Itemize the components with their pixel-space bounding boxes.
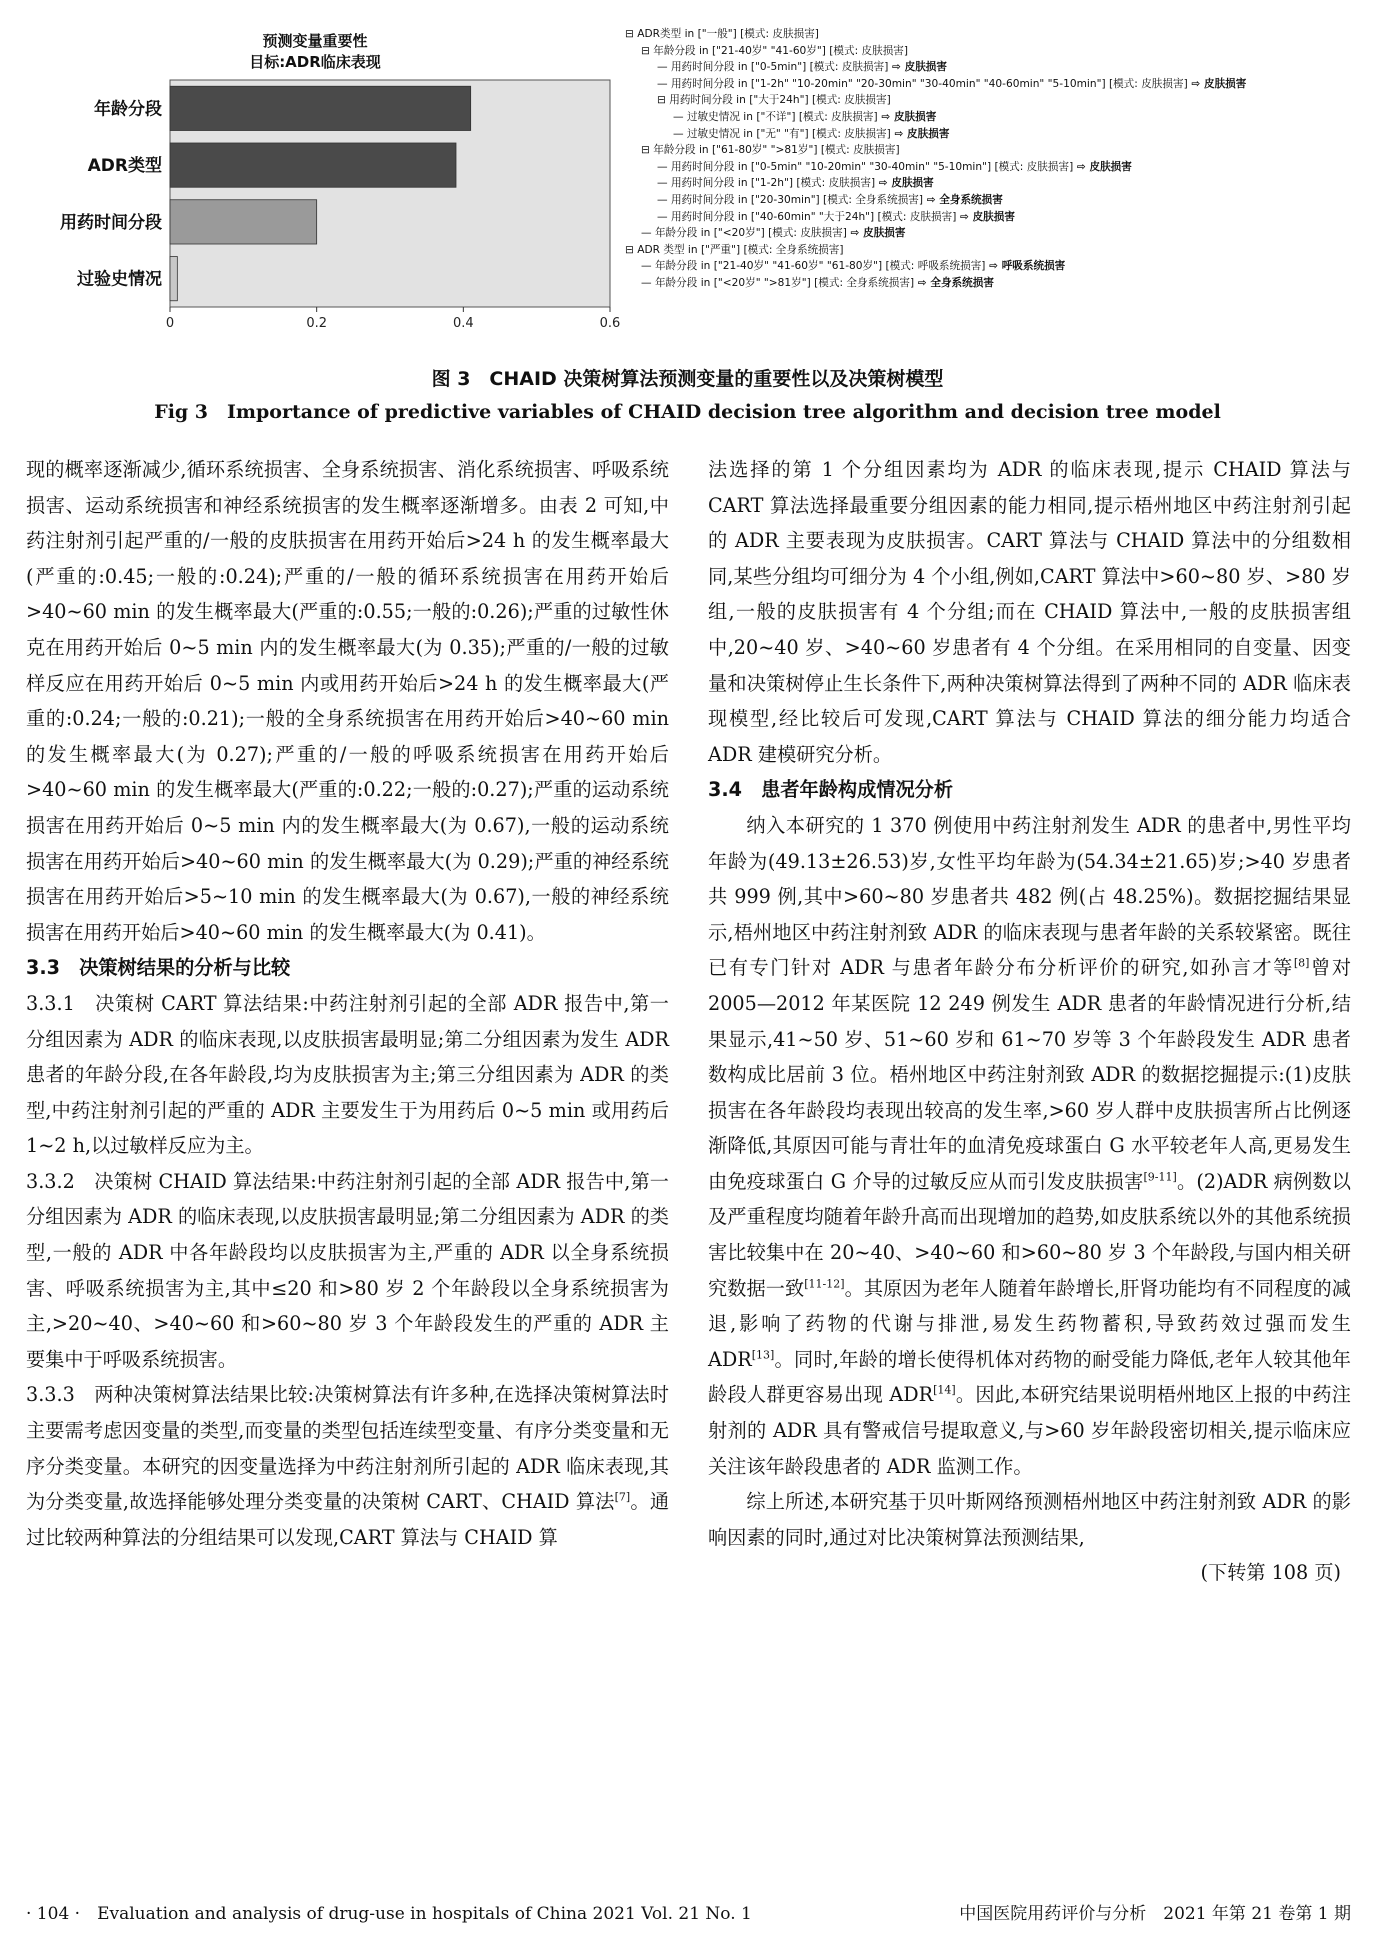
category-label: 年龄分段 <box>94 99 162 120</box>
tree-node <box>625 92 1365 109</box>
arrow-right-icon: ⇨ <box>1073 160 1090 173</box>
text-run: 。同时,年龄的增长使得机体对药物的耐受能力降低,老年人较其他年龄段人群更容易出现 ADR <box>708 1347 1351 1407</box>
tree-leaf-result: 皮肤损害 <box>893 110 937 123</box>
paragraph-summary: 综上所述,本研究基于贝叶斯网络预测梧州地区中药注射剂致 ADR 的影响因素的同时,通过对比决策树算法预测结果, <box>708 1490 1351 1549</box>
x-tick-label: 0 <box>165 316 175 331</box>
tree-leaf-result: 皮肤损害 <box>972 210 1015 223</box>
plot-area <box>60 80 620 331</box>
citation-ref[interactable]: [8] <box>1293 956 1310 970</box>
tree-node <box>625 76 1365 93</box>
tree-node <box>625 59 1365 76</box>
text-run: 纳入本研究的 1 370 例使用中药注射剂发生 ADR 的患者中,男性平均年龄为(49.13±26.53)岁,女性平均年龄为(54.34±21.65)岁;>40 岁患者共 999 例,其中>60~80 岁患者共 482 例(占 48.25%)。数据挖掘结果显示,梧州地区中药注射剂致 ADR 的临床表现与患者年龄的关系较紧密。既往已有专门针对 ADR 与患者年龄分布分析评价的研究,如孙言才等 <box>708 813 1351 980</box>
tree-leaf-connector-icon: — <box>657 193 671 206</box>
right-column <box>708 452 1351 1591</box>
tree-leaf-result: 呼吸系统损害 <box>1001 260 1066 273</box>
tree-node-condition: 用药时间分段 in ["0-5min" "10-20min" "30-40min" "5-10min"] [模式: 皮肤损害] <box>670 160 1074 173</box>
tree-leaf-connector-icon: — <box>657 177 671 190</box>
citation-ref[interactable]: [13] <box>751 1348 775 1362</box>
tree-node <box>625 109 1365 126</box>
variable-importance-chart <box>40 20 620 340</box>
tree-leaf-connector-icon: — <box>673 110 687 123</box>
citation-ref[interactable]: [7] <box>614 1490 631 1504</box>
tree-leaf-connector-icon: — <box>657 61 671 74</box>
arrow-right-icon: ⇨ <box>846 227 864 240</box>
tree-node-condition: ADR 类型 in ["严重"] [模式: 全身系统损害] <box>637 243 844 256</box>
bar <box>170 86 471 130</box>
tree-node <box>625 242 1365 259</box>
tree-node-condition: 年龄分段 in ["<20岁"] [模式: 皮肤损害] <box>654 227 847 240</box>
figure-caption-cn: 图 3 CHAID 决策树算法预测变量的重要性以及决策树模型 <box>431 368 944 390</box>
tree-node <box>625 275 1365 292</box>
arrow-right-icon: ⇨ <box>956 210 973 223</box>
tree-leaf-result: 全身系统损害 <box>930 276 994 289</box>
tree-leaf-connector-icon: — <box>657 160 671 173</box>
arrow-right-icon: ⇨ <box>875 177 892 190</box>
tree-node <box>625 225 1365 242</box>
continued-note: (下转第 108 页) <box>1200 1561 1341 1585</box>
tree-node-condition: 过敏史情况 in ["不详"] [模式: 皮肤损害] <box>686 110 878 123</box>
tree-node <box>625 209 1365 226</box>
chart-title-line1: 预测变量重要性 <box>262 32 368 50</box>
figure-3 <box>0 0 1375 423</box>
arrow-right-icon: ⇨ <box>923 193 940 206</box>
figure-caption-en: Fig 3 Importance of predictive variables of CHAID decision tree algorithm and decision tree model <box>154 401 1221 423</box>
tree-branch-icon: ⊟ <box>625 243 638 256</box>
tree-node <box>625 175 1365 192</box>
paragraph-3-3-3 <box>26 1377 669 1555</box>
text-run: 。其原因为老年人随着年龄增长,肝肾功能均有不同程度的减退,影响了药物的代谢与排泄,易发生药物蓄积,导致药效过强而发生 ADR <box>708 1276 1351 1371</box>
bar <box>170 200 317 244</box>
tree-leaf-connector-icon: — <box>641 227 655 240</box>
citation-ref[interactable]: [14] <box>933 1384 956 1398</box>
text-run: 3.3.3 两种决策树算法结果比较:决策树算法有许多种,在选择决策树算法时主要需考虑因变量的类型,而变量的类型包括连续型变量、有序分类变量和无序分类变量。本研究的因变量选择为中药注射剂所引起的 ADR 临床表现,其为分类变量,故选择能够处理分类变量的决策树 CART、CHAID 算法 <box>26 1383 669 1514</box>
decision-tree-model <box>625 26 1365 292</box>
tree-node <box>625 126 1365 143</box>
tree-node-condition: 用药时间分段 in ["1-2h"] [模式: 皮肤损害] <box>670 177 876 190</box>
tree-node <box>625 26 1365 43</box>
category-label: 用药时间分段 <box>60 212 162 233</box>
tree-node-condition: 用药时间分段 in ["1-2h" "10-20min" "20-30min" "30-40min" "40-60min" "5-10min"] [模式: 皮肤损害] <box>670 77 1188 90</box>
citation-ref[interactable]: [9-11] <box>1143 1170 1177 1184</box>
tree-leaf-result: 皮肤损害 <box>907 127 950 140</box>
tree-leaf-result: 皮肤损害 <box>891 177 934 190</box>
tree-node-condition: 过敏史情况 in ["无" "有"] [模式: 皮肤损害] <box>686 127 891 140</box>
tree-node-condition: 年龄分段 in ["61-80岁" ">81岁"] [模式: 皮肤损害] <box>653 144 900 157</box>
x-tick-label: 0.2 <box>306 316 328 331</box>
arrow-right-icon: ⇨ <box>890 127 908 140</box>
tree-node-condition: 用药时间分段 in ["40-60min" "大于24h"] [模式: 皮肤损害] <box>670 210 957 223</box>
left-column <box>26 452 669 1555</box>
tree-leaf-result: 皮肤损害 <box>1203 77 1247 90</box>
category-label: ADR类型 <box>87 156 162 177</box>
paragraph-age-analysis <box>708 808 1351 1484</box>
tree-node-condition: 用药时间分段 in ["0-5min"] [模式: 皮肤损害] <box>670 61 889 74</box>
category-label: 过验史情况 <box>77 269 162 290</box>
tree-node <box>625 142 1365 159</box>
tree-node-condition: 用药时间分段 in ["20-30min"] [模式: 全身系统损害] <box>670 193 924 206</box>
tree-node <box>625 43 1365 60</box>
tree-node <box>625 159 1365 176</box>
paragraph-3-3-2: 3.3.2 决策树 CHAID 算法结果:中药注射剂引起的全部 ADR 报告中,第一分组因素为 ADR 的临床表现,以皮肤损害最明显;第二分组因素为 ADR 的类型,一般的 ADR 中各年龄段均以皮肤损害为主,严重的 ADR 以全身系统损害、呼吸系统损害为主,其中≤20 和>80 岁 2 个年龄段以全身系统损害为主,>20~40、>40~60 和>60~80 岁 3 个年龄段发生的严重的 ADR 主要集中于呼吸系统损害。 <box>26 1169 669 1371</box>
tree-node-condition: 年龄分段 in ["21-40岁" "41-60岁" "61-80岁"] [模式: 呼吸系统损害] <box>654 260 986 273</box>
section-heading-3-4: 3.4 患者年龄构成情况分析 <box>708 778 954 802</box>
tree-leaf-connector-icon: — <box>657 77 671 90</box>
paragraph: 现的概率逐渐减少,循环系统损害、全身系统损害、消化系统损害、呼吸系统损害、运动系统损害和神经系统损害的发生概率逐渐增多。由表 2 可知,中药注射剂引起严重的/一般的皮肤损害在用药开始后>24 h 的发生概率最大(严重的:0.45;一般的:0.24);严重的/一般的循环系统损害在用药开始后>40~60 min 的发生概率最大(严重的:0.55;一般的:0.26);严重的过敏性休克在用药开始后 0~5 min 内的发生概率最大(为 0.35);严重的/一般的过敏样反应在用药开始后 0~5 min 内或用药开始后>24 h 的发生概率最大(严重的:0.24;一般的:0.21);一般的全身系统损害在用药开始后>40~60 min 的发生概率最大(为 0.27);严重的/一般的呼吸系统损害在用药开始后>40~60 min 的发生概率最大(严重的:0.22;一般的:0.27);严重的运动系统损害在用药开始后 0~5 min 内的发生概率最大(为 0.67),一般的运动系统损害在用药开始后>40~60 min 的发生概率最大(为 0.29);严重的神经系统损害在用药开始后>5~10 min 的发生概率最大(为 0.67),一般的神经系统损害在用药开始后>40~60 min 的发生概率最大(为 0.41)。 <box>26 458 669 944</box>
text-run: 。(2)ADR 病例数以及严重程度均随着年龄升高而出现增加的趋势,如皮肤系统以外的其他系统损害比较集中在 20~40、>40~60 和>60~80 岁 3 个年龄段,与国内相关研究数据一致 <box>708 1169 1351 1300</box>
text-run: 。通过比较两种算法的分组结果可以发现,CART 算法与 CHAID 算 <box>26 1490 670 1549</box>
tree-leaf-connector-icon: — <box>641 276 655 289</box>
x-tick-label: 0.6 <box>599 316 620 331</box>
tree-node <box>625 192 1365 209</box>
arrow-right-icon: ⇨ <box>914 276 931 289</box>
arrow-right-icon: ⇨ <box>985 260 1002 273</box>
tree-node-condition: 年龄分段 in ["21-40岁" "41-60岁"] [模式: 皮肤损害] <box>653 44 909 57</box>
citation-ref[interactable]: [11-12] <box>804 1277 845 1291</box>
x-tick-label: 0.4 <box>452 316 474 331</box>
arrow-right-icon: ⇨ <box>877 110 894 123</box>
chart-title-line2: 目标:ADR临床表现 <box>249 53 381 71</box>
section-heading-3-3: 3.3 决策树结果的分析与比较 <box>26 956 291 980</box>
tree-branch-icon: ⊟ <box>657 94 670 107</box>
tree-node-condition: ADR类型 in ["一般"] [模式: 皮肤损害] <box>637 28 819 40</box>
tree-leaf-connector-icon: — <box>641 260 655 273</box>
tree-leaf-result: 皮肤损害 <box>1089 160 1132 173</box>
bar <box>170 143 456 187</box>
text-run: 。因此,本研究结果说明梧州地区上报的中药注射剂的 ADR 具有警戒信号提取意义,与>60 岁年龄段密切相关,提示临床应关注该年龄段患者的 ADR 监测工作。 <box>708 1383 1351 1478</box>
tree-leaf-result: 全身系统损害 <box>939 193 1003 206</box>
arrow-right-icon: ⇨ <box>1187 77 1204 90</box>
footer-left: · 104 · Evaluation and analysis of drug-use in hospitals of China 2021 Vol. 21 No. 1 <box>26 1904 752 1924</box>
paragraph-3-3-1: 3.3.1 决策树 CART 算法结果:中药注射剂引起的全部 ADR 报告中,第一分组因素为 ADR 的临床表现,以皮肤损害最明显;第二分组因素为发生 ADR 患者的年龄分段,在各年龄段,均为皮肤损害为主;第三分组因素为 ADR 的类型,中药注射剂引起的严重的 ADR 主要发生于为用药后 0~5 min 或用药后 1~2 h,以过敏样反应为主。 <box>26 991 669 1158</box>
footer-right: 中国医院用药评价与分析 2021 年第 21 卷第 1 期 <box>959 1904 1351 1924</box>
tree-branch-icon: ⊟ <box>641 144 654 157</box>
bar <box>170 256 177 300</box>
tree-leaf-result: 皮肤损害 <box>904 61 947 74</box>
tree-node <box>625 258 1365 275</box>
paragraph: 法选择的第 1 个分组因素均为 ADR 的临床表现,提示 CHAID 算法与 CART 算法选择最重要分组因素的能力相同,提示梧州地区中药注射剂引起的 ADR 主要表现为皮肤损害。CART 算法与 CHAID 算法中的分组数相同,某些分组均可细分为 4 个小组,例如,CART 算法中>60~80 岁、>80 岁组,一般的皮肤损害有 4 个分组;而在 CHAID 算法中,一般的皮肤损害组中,20~40 岁、>40~60 岁患者有 4 个分组。在采用相同的自变量、因变量和决策树停止生长条件下,两种决策树算法得到了两种不同的 ADR 临床表现模型,经比较后可发现,CART 算法与 CHAID 算法的细分能力均适合 ADR 建模研究分析。 <box>708 458 1351 766</box>
tree-leaf-connector-icon: — <box>673 127 687 140</box>
tree-leaf-connector-icon: — <box>657 210 671 223</box>
tree-branch-icon: ⊟ <box>625 28 638 40</box>
tree-node-condition: 年龄分段 in ["<20岁" ">81岁"] [模式: 全身系统损害] <box>654 276 915 289</box>
tree-branch-icon: ⊟ <box>641 44 654 57</box>
tree-node-condition: 用药时间分段 in ["大于24h"] [模式: 皮肤损害] <box>669 94 891 107</box>
arrow-right-icon: ⇨ <box>888 61 905 74</box>
text-run: 曾对 2005—2012 年某医院 12 249 例发生 ADR 患者的年龄情况进行分析,结果显示,41~50 岁、51~60 岁和 61~70 岁等 3 个年龄段发生 ADR 患者数构成比居前 3 位。梧州地区中药注射剂致 ADR 的数据挖掘提示:(1)皮肤损害在各年龄段均表现出较高的发生率,>60 岁人群中皮肤损害所占比例逐渐降低,其原因可能与青壮年的血清免疫球蛋白 G 水平较老年人高,更易发生由免疫球蛋白 G 介导的过敏反应从而引发皮肤损害 <box>708 956 1352 1193</box>
tree-leaf-result: 皮肤损害 <box>863 227 906 240</box>
